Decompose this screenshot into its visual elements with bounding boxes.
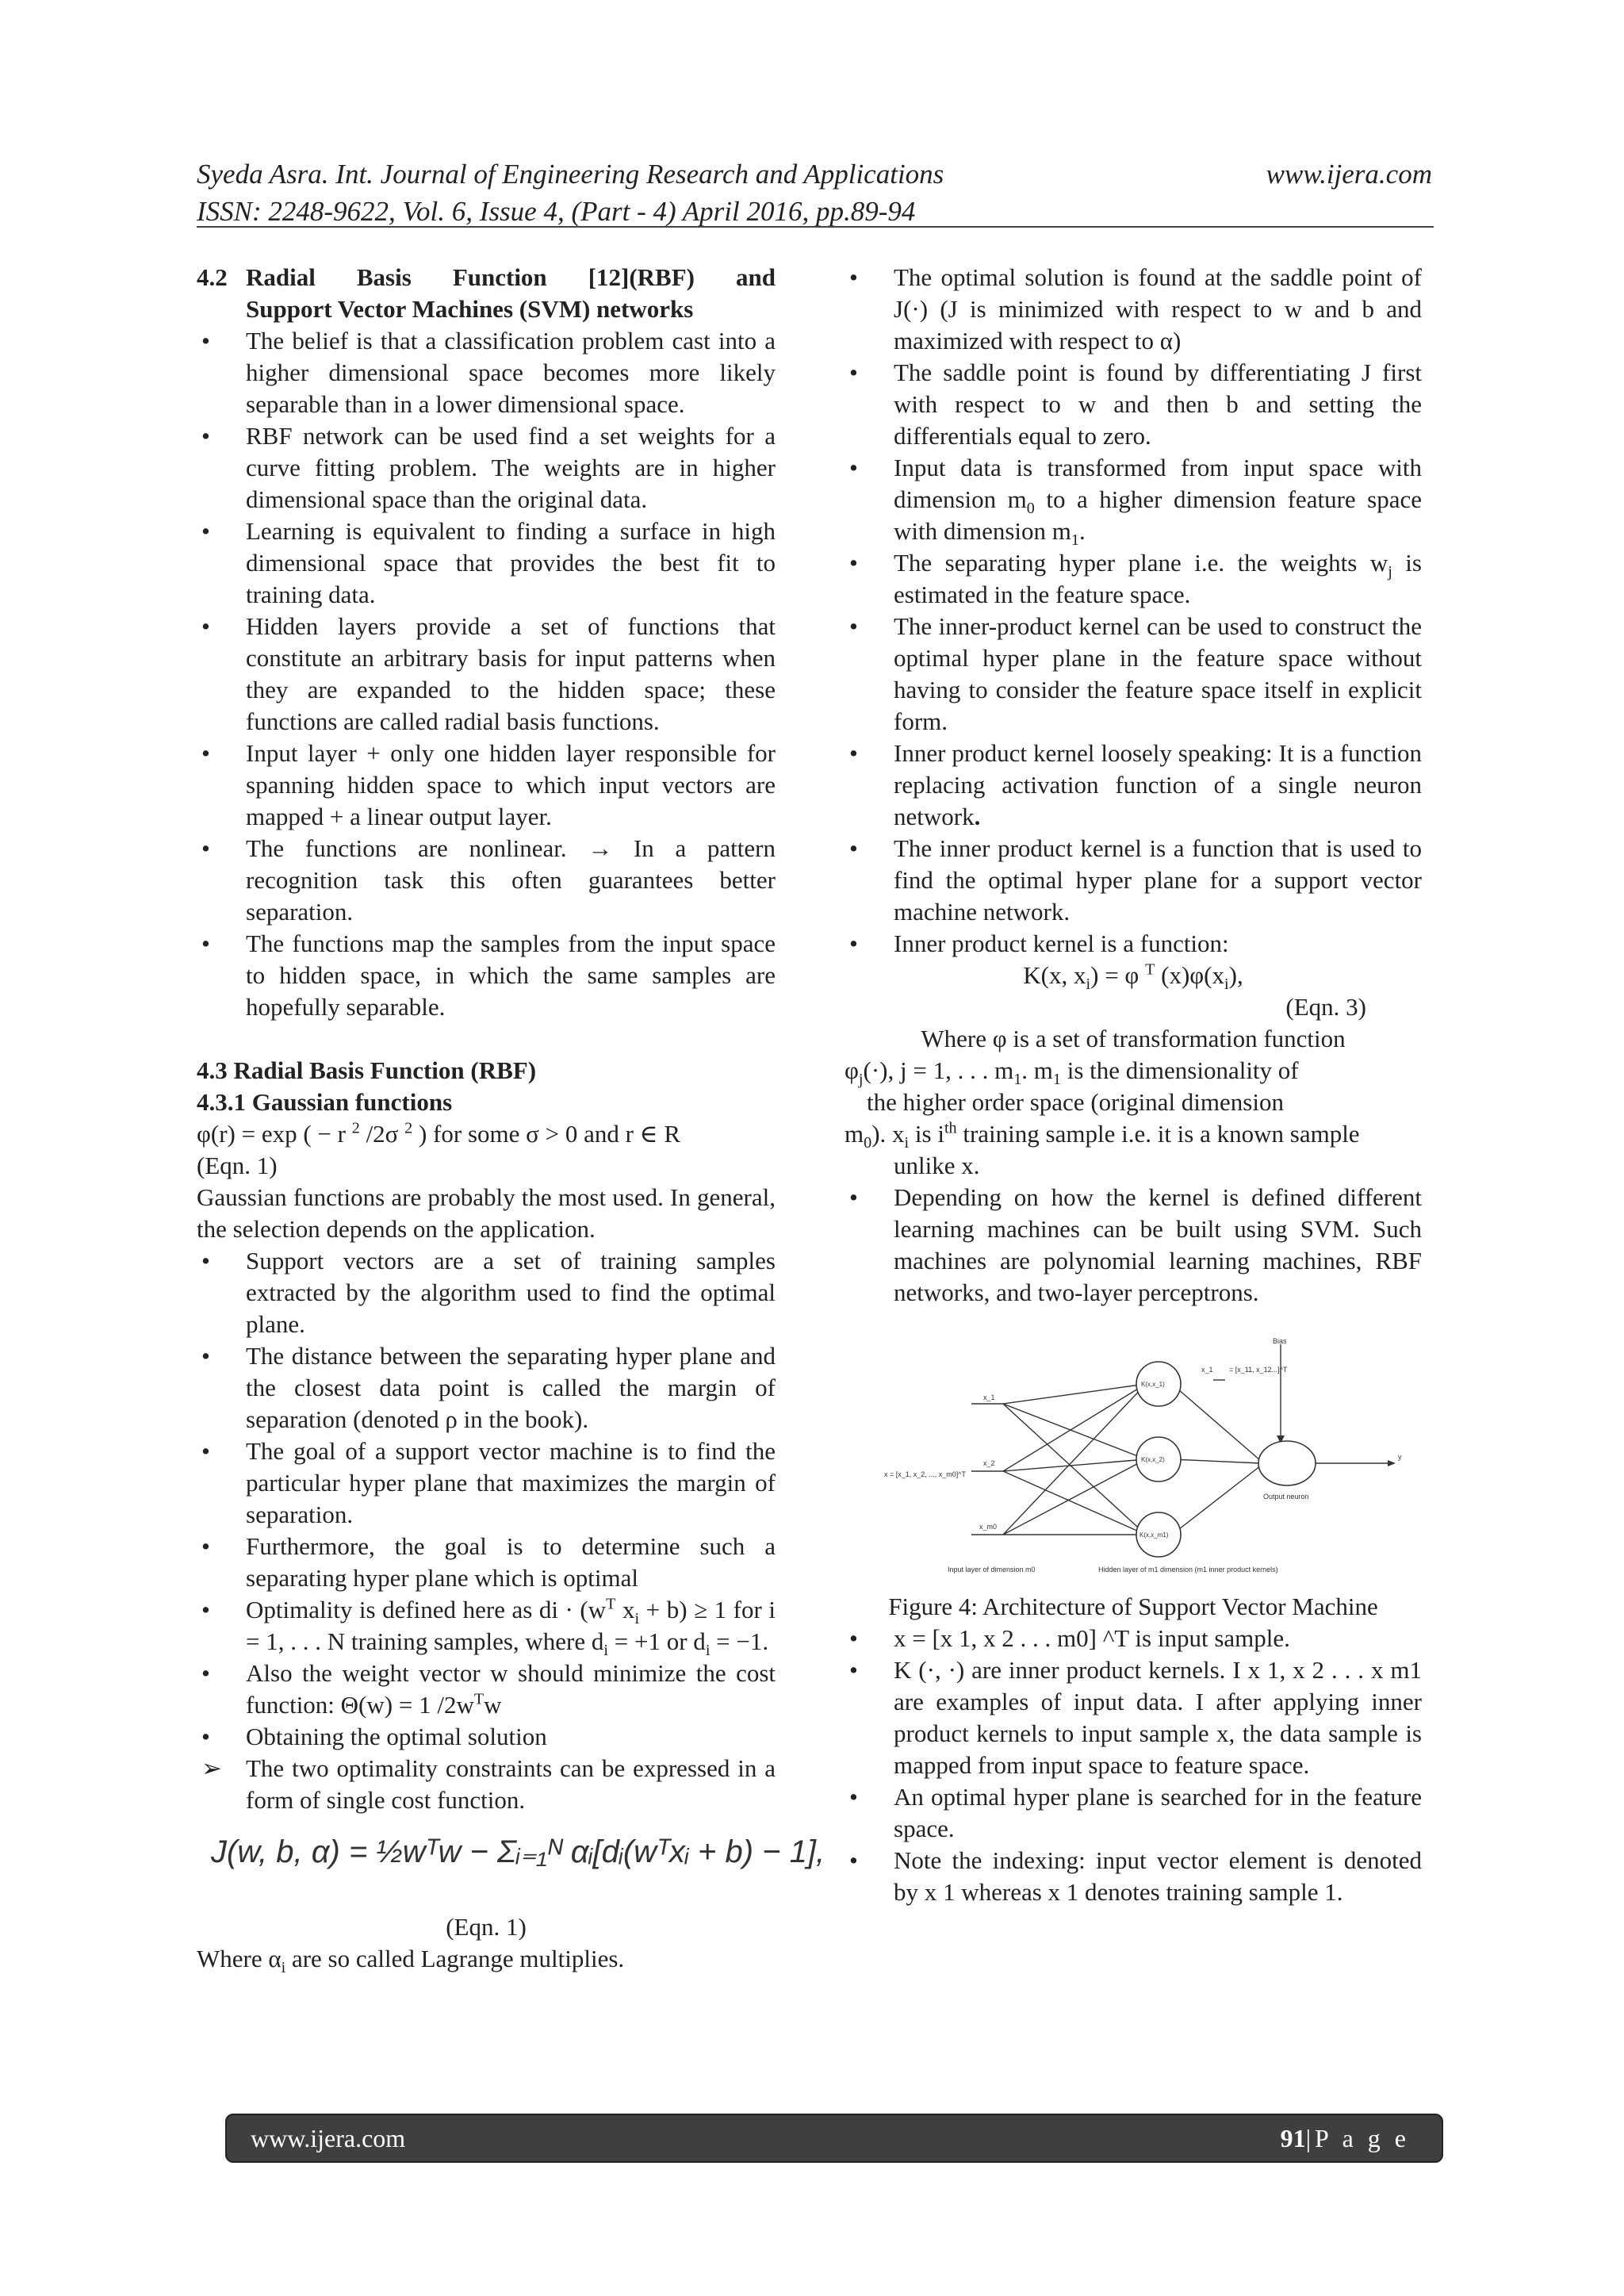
list-item	[845, 833, 1422, 928]
bullet-icon: •	[201, 517, 210, 545]
svg-text:J(w, b, α) = ½wᵀw − Σᵢ₌₁ᴺ αᵢ[d: J(w, b, α) = ½wᵀw − Σᵢ₌₁ᴺ αᵢ[dᵢ(wᵀxᵢ + b) − 1],	[211, 1834, 825, 1869]
list-item	[845, 1845, 1422, 1908]
bullet-list-optimal	[845, 262, 1422, 960]
footer-url[interactable]: www.ijera.com	[251, 2123, 406, 2152]
header-rule	[197, 226, 1434, 228]
list-item-text: Support vectors are a set of training samples extracted by the algorithm used to find the optimal plane.	[246, 1247, 776, 1338]
x1-vector-label: x_1	[1201, 1366, 1213, 1374]
gaussian-formula: φ(r) = exp ( − r $^2$ /2σ $^2$ ) for some σ > 0 and r ∈ R	[197, 1119, 681, 1148]
arrow-bullet-icon: ➢	[201, 1754, 222, 1782]
right-column	[845, 262, 1422, 1908]
bullet-icon: •	[201, 1437, 210, 1465]
hidden-layer-label: Hidden layer of m1 dimension (m1 inner product kernels)	[1098, 1566, 1278, 1573]
output-arrow-icon	[1388, 1460, 1396, 1466]
where-phi-line: Where φ is a set of transformation function	[921, 1025, 1346, 1052]
list-item	[845, 1781, 1422, 1845]
section-4-3-heading: 4.3 Radial Basis Function (RBF)	[197, 1056, 537, 1084]
bullet-icon: •	[849, 549, 858, 577]
list-item-text: The distance between the separating hyper plane and the closest data point is called the margin of separation (denoted ρ in the book).	[246, 1342, 776, 1433]
list-item-text: RBF network can be used find a set weights for a curve fitting problem. The weights are in higher dimensional space than the original data.	[246, 422, 776, 513]
list-item	[197, 420, 776, 516]
kernel-2-label: K(x,x_2)	[1141, 1456, 1165, 1463]
list-item	[845, 1182, 1422, 1309]
kernel-m-label: K(x,x_m1)	[1139, 1531, 1169, 1539]
list-item-text: The belief is that a classification problem cast into a higher dimensional space becomes more likely separable than in a lower dimensional space.	[246, 327, 776, 418]
list-item-text: Inner product kernel loosely speaking: It is a function replacing activation function of a single neuron network.	[894, 739, 1422, 830]
list-item-text: Input layer + only one hidden layer responsible for spanning hidden space to which input vectors are mapped + a linear output layer.	[246, 739, 776, 830]
section-4-3-1-heading: 4.3.1 Gaussian functions	[197, 1088, 453, 1116]
bullet-icon: •	[849, 612, 858, 640]
xm0-label: x_m0	[979, 1523, 998, 1531]
bullet-icon: •	[201, 1723, 210, 1750]
list-item	[845, 357, 1422, 452]
spacer	[197, 1023, 776, 1055]
input-vector-label: x = [x_1, x_2, ..., x_m0]^T	[884, 1470, 967, 1478]
bullet-icon: •	[849, 1656, 858, 1684]
phi-j-line: $\varphi_j(\cdot)$, j = 1, . . . $m_1$. $m_1$ is the dimensionality of	[845, 1056, 1299, 1089]
list-item	[845, 1623, 1422, 1654]
svm-diagram	[884, 1337, 1408, 1578]
list-item-text: Obtaining the optimal solution	[246, 1723, 547, 1750]
list-item	[197, 1435, 776, 1531]
list-item	[197, 928, 776, 1023]
list-item-text: x = [x 1, x 2 . . . m0] ^T is input sample.	[894, 1624, 1290, 1652]
bullet-icon: •	[849, 834, 858, 862]
m0-line: $m_0$). $x_i$ is $i^{th}$ training sample i.e. it is a known sample	[845, 1119, 1360, 1152]
section-title-line1: Radial Basis Function [12](RBF) and	[246, 263, 776, 291]
bullet-icon: •	[201, 930, 210, 957]
x1-label: x_1	[983, 1393, 995, 1401]
section-4-2-heading	[197, 262, 776, 325]
x2-label: x_2	[983, 1459, 995, 1467]
lagrange-note: Where $\alpha_i$ are so called Lagrange multiplies.	[197, 1945, 625, 1977]
list-item-text: The goal of a support vector machine is to find the particular hyper plane that maximizes the margin of separation.	[246, 1437, 776, 1528]
list-item	[197, 325, 776, 420]
gaussian-paragraph: Gaussian functions are probably the most used. In general, the selection depends on the application.	[197, 1183, 776, 1243]
higher-order-line: the higher order space (original dimension	[867, 1088, 1284, 1116]
left-column	[197, 262, 825, 1977]
list-item	[845, 928, 1422, 960]
list-item	[197, 1658, 776, 1721]
list-item-text: The two optimality constraints can be expressed in a form of single cost function.	[246, 1754, 776, 1814]
eqn-label: (Eqn. 1)	[197, 1152, 278, 1179]
bullet-icon: •	[201, 612, 210, 640]
bullet-icon: •	[849, 263, 858, 291]
list-item-text: An optimal hyper plane is searched for in the feature space.	[894, 1783, 1422, 1842]
bullet-icon: •	[849, 454, 858, 481]
list-item	[197, 1245, 776, 1340]
section-title-line2: Support Vector Machines (SVM) networks	[246, 295, 694, 323]
list-item	[845, 611, 1422, 738]
bullet-list-kernel	[845, 1182, 1422, 1309]
list-item	[197, 1531, 776, 1594]
section-number: 4.2	[197, 263, 228, 291]
figure-caption: Figure 4: Architecture of Support Vector Machine	[888, 1593, 1378, 1620]
list-item	[197, 1721, 776, 1753]
list-item-text: Note the indexing: input vector element is denoted by x 1 whereas x 1 denotes training sample 1.	[894, 1846, 1422, 1906]
issn-line: ISSN: 2248-9622, Vol. 6, Issue 4, (Part - 4) April 2016, pp.89-94	[197, 196, 916, 227]
list-item-text: Also the weight vector w should minimize the cost function: Θ(w) = 1 $/2w^Tw$	[246, 1659, 776, 1719]
list-item-text: The inner-product kernel can be used to construct the optimal hyper plane in the feature space without having to consider the feature space itself in explicit form.	[894, 612, 1422, 735]
list-item-text: The separating hyper plane i.e. the weights $w_j$ is estimated in the feature space.	[894, 549, 1422, 608]
eqn-label: (Eqn. 3)	[1285, 993, 1366, 1021]
eqn-label: (Eqn. 1)	[446, 1913, 527, 1941]
output-neuron-node	[1258, 1441, 1316, 1485]
bullet-list-rbf	[197, 325, 776, 1023]
page-footer	[225, 2114, 1443, 2163]
list-item-text: The functions are nonlinear. → In a pattern recognition task this often guarantees better separation.	[246, 834, 776, 926]
list-item	[845, 547, 1422, 611]
list-item-text: The functions map the samples from the input space to hidden space, in which the same samples are hopefully separable.	[246, 930, 776, 1021]
list-item-text: Inner product kernel is a function:	[894, 930, 1229, 957]
bullet-icon: •	[849, 1846, 858, 1874]
list-item-text: Learning is equivalent to finding a surface in high dimensional space that provides the best fit to training data.	[246, 517, 776, 608]
bullet-icon: •	[201, 1247, 210, 1274]
unlike-line: unlike x.	[894, 1152, 980, 1179]
list-item-text: K (·, ·) are inner product kernels. I x 1, x 2 . . . x m1 are examples of input data. I after applying inner product kernels to input sample x, the data sample is mapped from input space to feature space.	[894, 1656, 1422, 1779]
list-item	[197, 1753, 776, 1816]
list-item	[845, 1654, 1422, 1781]
list-item	[197, 1594, 776, 1658]
bullet-icon: •	[201, 834, 210, 862]
list-item	[197, 738, 776, 833]
page-number: 91|P a g e	[1280, 2123, 1410, 2152]
bullet-icon: •	[201, 1659, 210, 1687]
list-item-text: Optimality is defined here as di · ($w^T$ $x_i + b) \ge 1$ for i = 1, . . . N training samples, where $d_i = +1$ or $d_i = -1$.	[246, 1595, 776, 1660]
input-layer-label: Input layer of dimension m0	[948, 1566, 1036, 1573]
bullet-list-figure-notes	[845, 1623, 1422, 1908]
bullet-icon: •	[849, 1624, 858, 1652]
output-y-label: y	[1398, 1453, 1402, 1461]
list-item	[197, 1340, 776, 1435]
bullet-icon: •	[201, 739, 210, 767]
bullet-icon: •	[849, 1783, 858, 1811]
output-neuron-label: Output neuron	[1263, 1493, 1309, 1501]
cost-function-equation-image	[211, 1821, 825, 1892]
list-item-text: The saddle point is found by differentiating J first with respect to w and then b and setting the differentials equal to zero.	[894, 358, 1422, 450]
kernel-1-label: K(x,x_1)	[1141, 1381, 1165, 1388]
bullet-icon: •	[201, 422, 210, 450]
list-item-text: Hidden layers provide a set of functions that constitute an arbitrary basis for input patterns when they are expanded to the hidden space; these functions are called radial basis functions.	[246, 612, 776, 735]
bias-label: Bias	[1273, 1337, 1287, 1345]
list-item-text: Furthermore, the goal is to determine such a separating hyper plane which is optimal	[246, 1532, 776, 1592]
list-item-text: Input data is transformed from input space with dimension $m_0$ to a higher dimension feature space with dimension $m_1$.	[894, 454, 1422, 550]
list-item	[845, 452, 1422, 550]
bullet-icon: •	[201, 1532, 210, 1560]
bullet-list-svm	[197, 1245, 776, 1816]
list-item-text: The optimal solution is found at the saddle point of J(·) (J is minimized with respect to w and b and maximized with respect to α)	[894, 263, 1422, 355]
kernel-formula: K(x, $x_i) = \varphi$ $^T$ $(x)\varphi(x_i)$,	[1023, 960, 1243, 994]
svm-architecture-figure	[884, 1337, 1408, 1578]
list-item-text: The inner product kernel is a function that is used to find the optimal hyper plane for a support vector machine network.	[894, 834, 1422, 926]
bullet-icon: •	[849, 358, 858, 386]
running-header	[197, 155, 1432, 230]
bullet-icon: •	[201, 327, 210, 355]
journal-url[interactable]: www.ijera.com	[1266, 159, 1432, 190]
bullet-icon: •	[849, 1183, 858, 1211]
journal-citation: Syeda Asra. Int. Journal of Engineering Research and Applications	[197, 159, 944, 190]
list-item	[197, 833, 776, 928]
list-item-text: Depending on how the kernel is defined different learning machines can be built using SVM. Such machines are polynomial learning machines, RBF networks, and two-layer perceptrons.	[894, 1183, 1422, 1306]
x1-vector-eq: = [x_11, x_12...]^T	[1229, 1366, 1288, 1374]
list-item	[845, 738, 1422, 833]
list-item	[197, 516, 776, 611]
bullet-icon: •	[849, 739, 858, 767]
bullet-icon: •	[849, 930, 858, 957]
bullet-icon: •	[201, 1596, 210, 1623]
list-item	[845, 262, 1422, 357]
list-item	[197, 611, 776, 738]
bullet-icon: •	[201, 1342, 210, 1370]
equation-graphic	[211, 1821, 825, 1884]
